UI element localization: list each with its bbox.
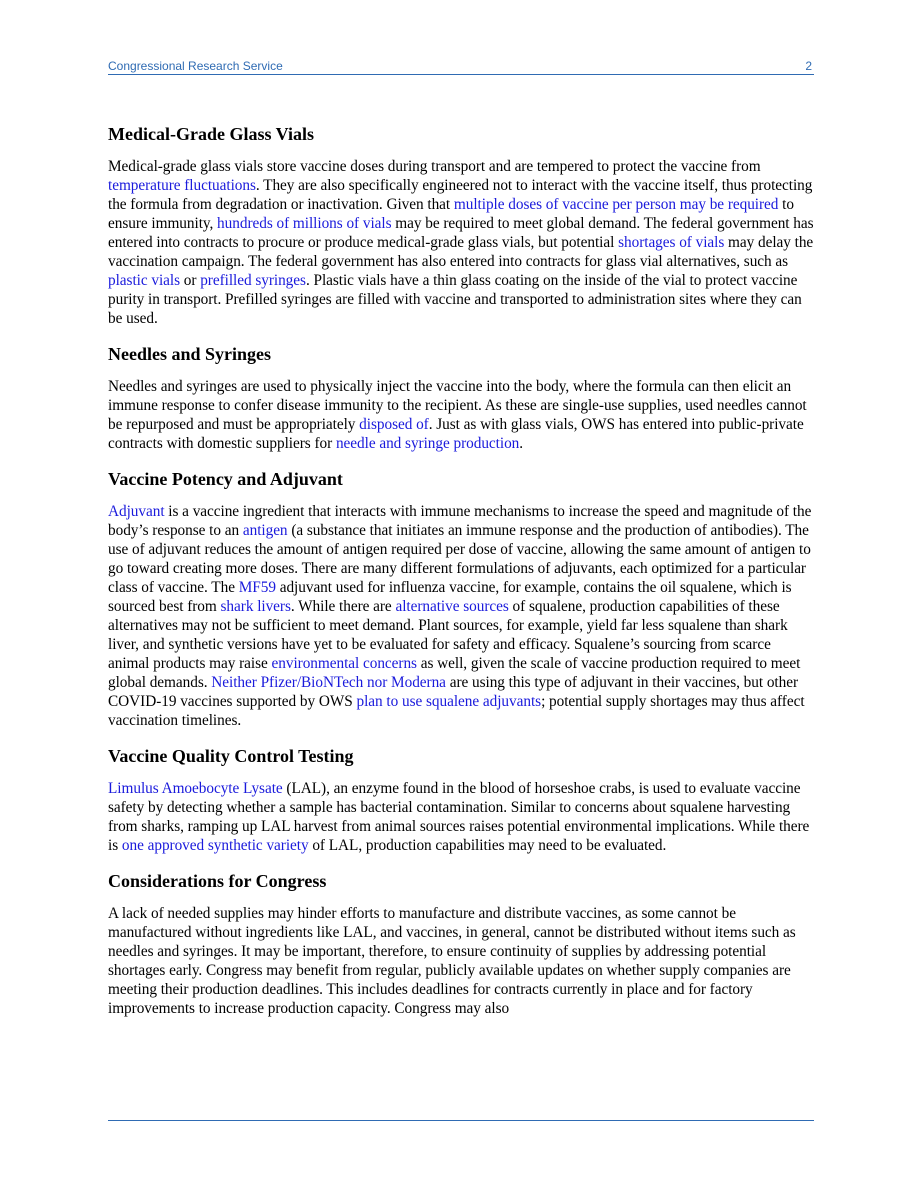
hyperlink[interactable]: hundreds of millions of vials xyxy=(217,215,392,232)
text-run: (a substance that initiates an immune response and the production of antibodies). The use of adjuvant reduces the amount of antigen required per dose of vaccine, allowing the same amount of antigen to go toward creating more doses. There are many different formulations of adjuvants, each optimized for a particular class of vaccine. The xyxy=(108,522,811,596)
footer-rule xyxy=(108,1120,814,1121)
text-run: as well, given the scale of vaccine production required to meet global demands. xyxy=(108,655,801,691)
hyperlink[interactable]: MF59 xyxy=(238,579,276,596)
hyperlink[interactable]: multiple doses of vaccine per person may be required xyxy=(453,196,779,213)
text-run: or xyxy=(180,272,201,289)
page-number: 2 xyxy=(805,59,812,73)
section-paragraph xyxy=(108,377,814,453)
hyperlink[interactable]: environmental concerns xyxy=(271,655,417,672)
text-run: . Just as with glass vials, OWS has entered into public-private contracts with domestic suppliers for xyxy=(108,416,804,452)
text-run: of LAL, production capabilities may need to be evaluated. xyxy=(308,837,667,854)
text-run: . They are also specifically engineered not to interact with the vaccine itself, thus protecting the formula from degradation or inactivation. Given that xyxy=(108,177,813,213)
hyperlink[interactable]: disposed of xyxy=(359,416,429,433)
hyperlink[interactable]: shark livers xyxy=(220,598,291,615)
hyperlink[interactable]: Limulus Amoebocyte Lysate xyxy=(108,780,283,797)
text-run: . Plastic vials have a thin glass coating on the inside of the vial to protect vaccine purity in transport. Prefilled syringes are filled with vaccine and transported to administration sites where they can be used. xyxy=(108,272,802,327)
text-run: are using this type of adjuvant in their vaccines, but other COVID-19 vaccines supported by OWS xyxy=(108,674,799,710)
hyperlink[interactable]: plan to use squalene adjuvants xyxy=(356,693,542,710)
section-heading: Medical-Grade Glass Vials xyxy=(108,124,314,144)
text-run: may be required to meet global demand. The federal government has entered into contracts to procure or produce medical-grade glass vials, but potential xyxy=(108,215,814,251)
header-org: Congressional Research Service xyxy=(108,59,283,73)
section-paragraph xyxy=(108,779,814,855)
section-heading: Considerations for Congress xyxy=(108,871,327,891)
text-run: to ensure immunity, xyxy=(108,196,794,232)
section-heading: Needles and Syringes xyxy=(108,344,272,364)
text-run: may delay the vaccination campaign. The federal government has also entered into contracts for glass vial alternatives, such as xyxy=(108,234,814,270)
hyperlink[interactable]: prefilled syringes xyxy=(200,272,306,289)
section-heading: Vaccine Potency and Adjuvant xyxy=(108,469,343,489)
text-run: is a vaccine ingredient that interacts with immune mechanisms to increase the speed and magnitude of the body’s response to an xyxy=(108,503,812,539)
text-run: . While there are xyxy=(290,598,396,615)
section-paragraph xyxy=(108,502,814,730)
hyperlink[interactable]: shortages of vials xyxy=(618,234,725,251)
text-run: . xyxy=(519,435,524,452)
text-run: Medical-grade glass vials store vaccine doses during transport and are tempered to protect the vaccine from xyxy=(108,158,761,175)
text-run: ; potential supply shortages may thus affect vaccination timelines. xyxy=(108,693,805,729)
hyperlink[interactable]: plastic vials xyxy=(108,272,180,289)
hyperlink[interactable]: antigen xyxy=(242,522,288,539)
text-run: A lack of needed supplies may hinder efforts to manufacture and distribute vaccines, as some cannot be manufactured without ingredients like LAL, and vaccines, in general, cannot be distributed without items such as needles and syringes. It may be important, therefore, to ensure continuity of supplies by addressing potential shortages early. Congress may benefit from regular, publicly available updates on whether supply companies are meeting their production deadlines. This includes deadlines for contracts currently in place and for factory improvements to increase production capacity. Congress may also xyxy=(108,905,796,1017)
hyperlink[interactable]: one approved synthetic variety xyxy=(121,837,309,854)
section-paragraph xyxy=(108,157,814,328)
hyperlink[interactable]: Adjuvant xyxy=(108,503,165,520)
hyperlink[interactable]: needle and syringe production xyxy=(335,435,520,452)
section-paragraph xyxy=(108,904,814,1018)
hyperlink[interactable]: temperature fluctuations xyxy=(108,177,256,194)
page-header xyxy=(108,56,814,75)
text-run: of squalene, production capabilities of these alternatives may not be sufficient to meet demand. Plant sources, for example, yield far less squalene than shark liver, and synthetic versions have yet to be evaluated for safety and efficacy. Squalene’s sourcing from scarce animal products may raise xyxy=(108,598,788,672)
section-heading: Vaccine Quality Control Testing xyxy=(108,746,354,766)
document-body xyxy=(108,122,814,1032)
hyperlink[interactable]: Neither Pfizer/BioNTech nor Moderna xyxy=(211,674,446,691)
hyperlink[interactable]: alternative sources xyxy=(395,598,509,615)
text-run: (LAL), an enzyme found in the blood of horseshoe crabs, is used to evaluate vaccine safety by detecting whether a sample has bacterial contamination. Similar to concerns about squalene harvesting from sharks, ramping up LAL harvest from animal sources raises potential environmental implications. While there is xyxy=(108,780,810,854)
text-run: adjuvant used for influenza vaccine, for example, contains the oil squalene, which is sourced best from xyxy=(108,579,792,615)
text-run: Needles and syringes are used to physically inject the vaccine into the body, where the formula can then elicit an immune response to confer disease immunity to the recipient. As these are single-use supplies, used needles cannot be repurposed and must be appropriately xyxy=(108,378,807,433)
